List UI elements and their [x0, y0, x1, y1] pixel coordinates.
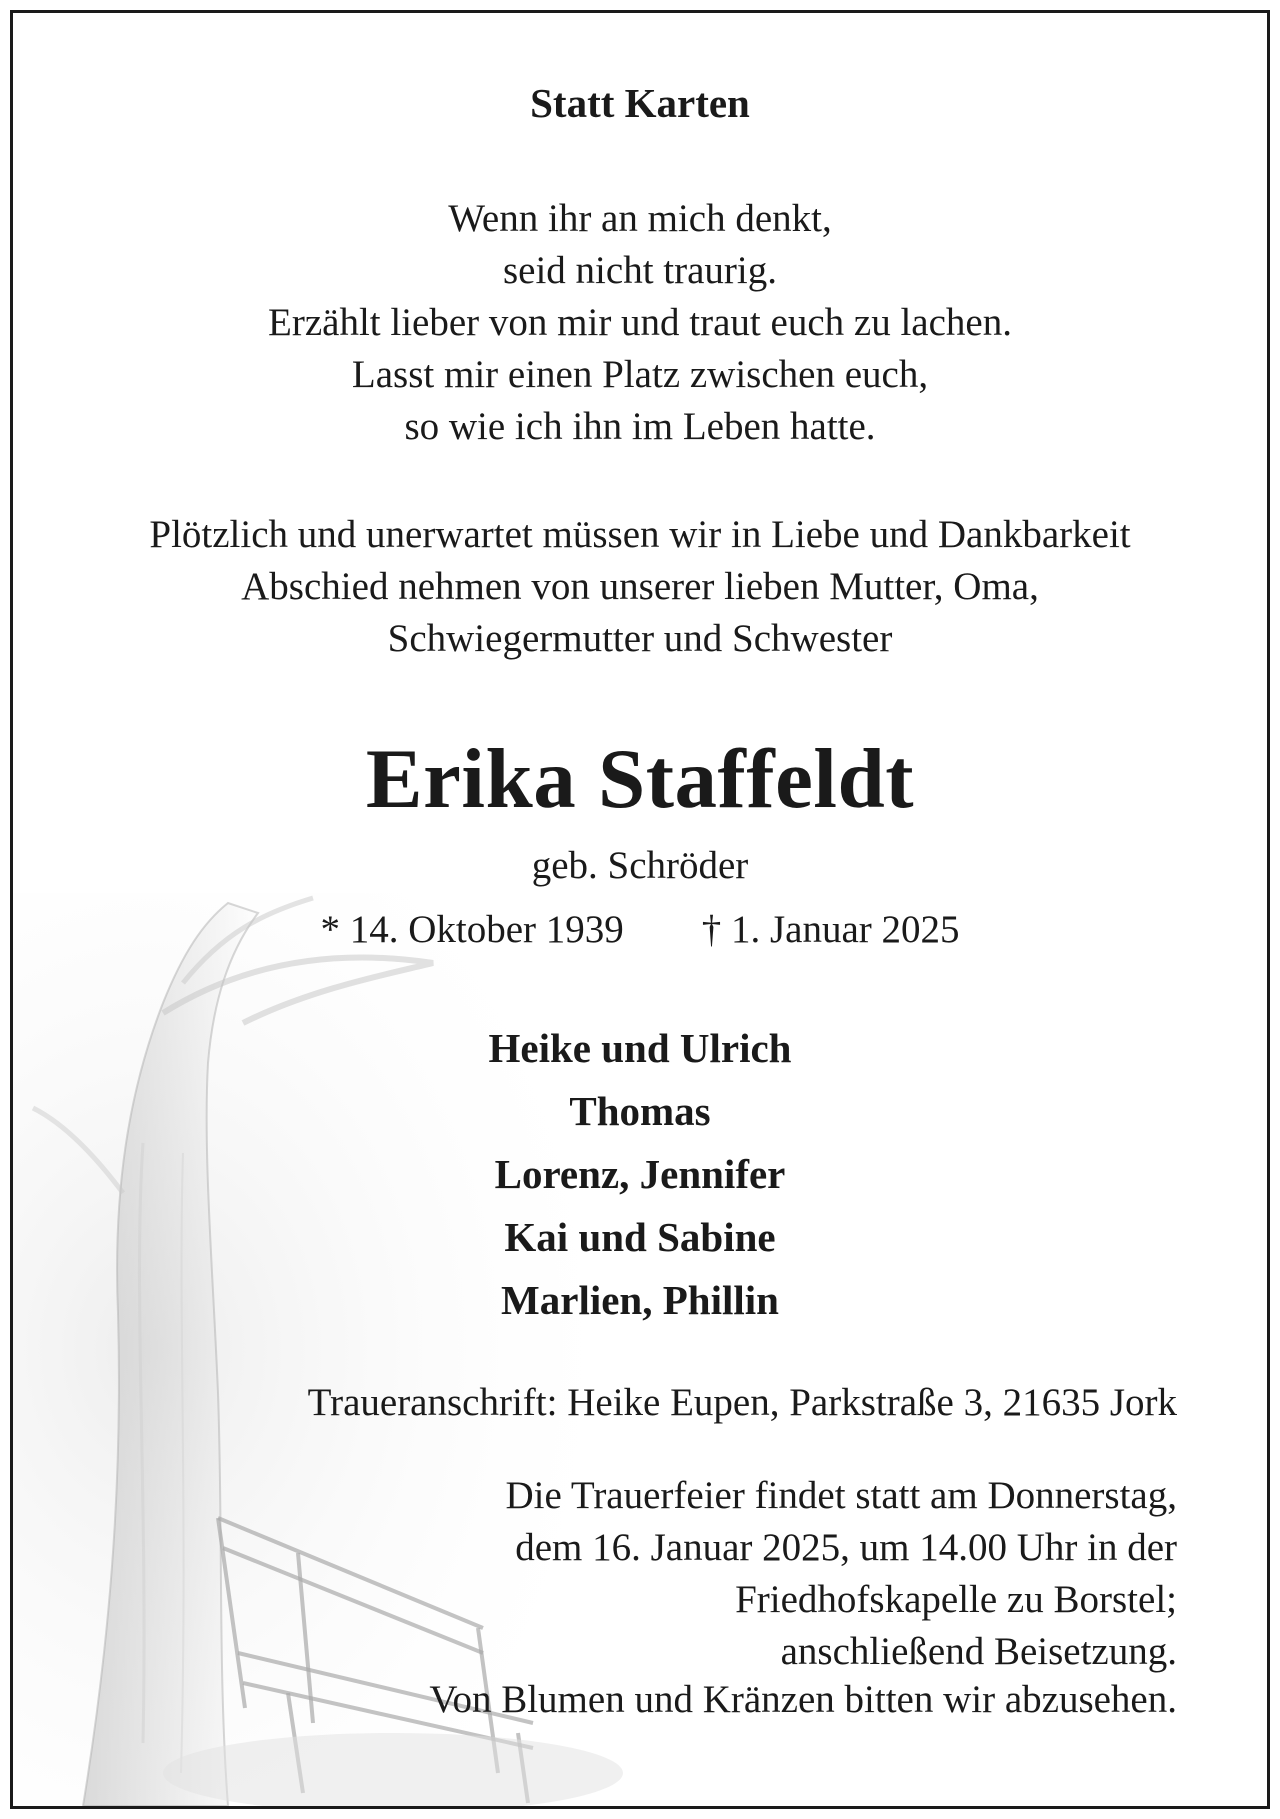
- deceased-name: Erika Staffeldt: [365, 732, 915, 826]
- mourner: Kai und Sabine: [504, 1214, 776, 1260]
- birth-date: * 14. Oktober 1939: [320, 908, 624, 951]
- ceremony-line: anschließend Beisetzung.: [780, 1630, 1177, 1673]
- intro-line: Abschied nehmen von unserer lieben Mutter, Oma,: [241, 565, 1039, 608]
- poem-line: so wie ich ihn im Leben hatte.: [404, 405, 876, 448]
- announcement-intro: [13, 509, 1267, 665]
- mourner: Lorenz, Jennifer: [494, 1151, 786, 1197]
- ceremony-line: dem 16. Januar 2025, um 14.00 Uhr in der: [515, 1526, 1177, 1569]
- poem-line: Wenn ihr an mich denkt,: [448, 197, 832, 240]
- ceremony-details: [506, 1470, 1177, 1678]
- poem-line: Lasst mir einen Platz zwischen euch,: [351, 353, 929, 396]
- life-dates: [13, 907, 1267, 952]
- intro-line: Plötzlich und unerwartet müssen wir in Liebe und Dankbarkeit: [149, 513, 1131, 556]
- poem-line: Erzählt lieber von mir und traut euch zu lachen.: [268, 301, 1012, 344]
- mourners-list: [13, 1017, 1267, 1332]
- mourning-address: Traueranschrift: Heike Eupen, Parkstraße 3, 21635 Jork: [307, 1381, 1177, 1424]
- notice-heading: Statt Karten: [530, 80, 750, 126]
- ceremony-line: Die Trauerfeier findet statt am Donnerstag,: [505, 1474, 1177, 1517]
- intro-line: Schwiegermutter und Schwester: [387, 617, 893, 660]
- mourner: Heike und Ulrich: [488, 1025, 792, 1071]
- obituary-notice: [10, 10, 1270, 1809]
- death-date: † 1. Januar 2025: [701, 908, 960, 951]
- poem-line: seid nicht traurig.: [502, 249, 777, 292]
- flowers-note: Von Blumen und Kränzen bitten wir abzusehen.: [429, 1678, 1177, 1721]
- ceremony-line: Friedhofskapelle zu Borstel;: [735, 1578, 1177, 1621]
- mourner: Thomas: [569, 1088, 711, 1134]
- birth-name: geb. Schröder: [531, 844, 749, 887]
- poem: [13, 193, 1267, 453]
- mourner: Marlien, Phillin: [501, 1277, 779, 1323]
